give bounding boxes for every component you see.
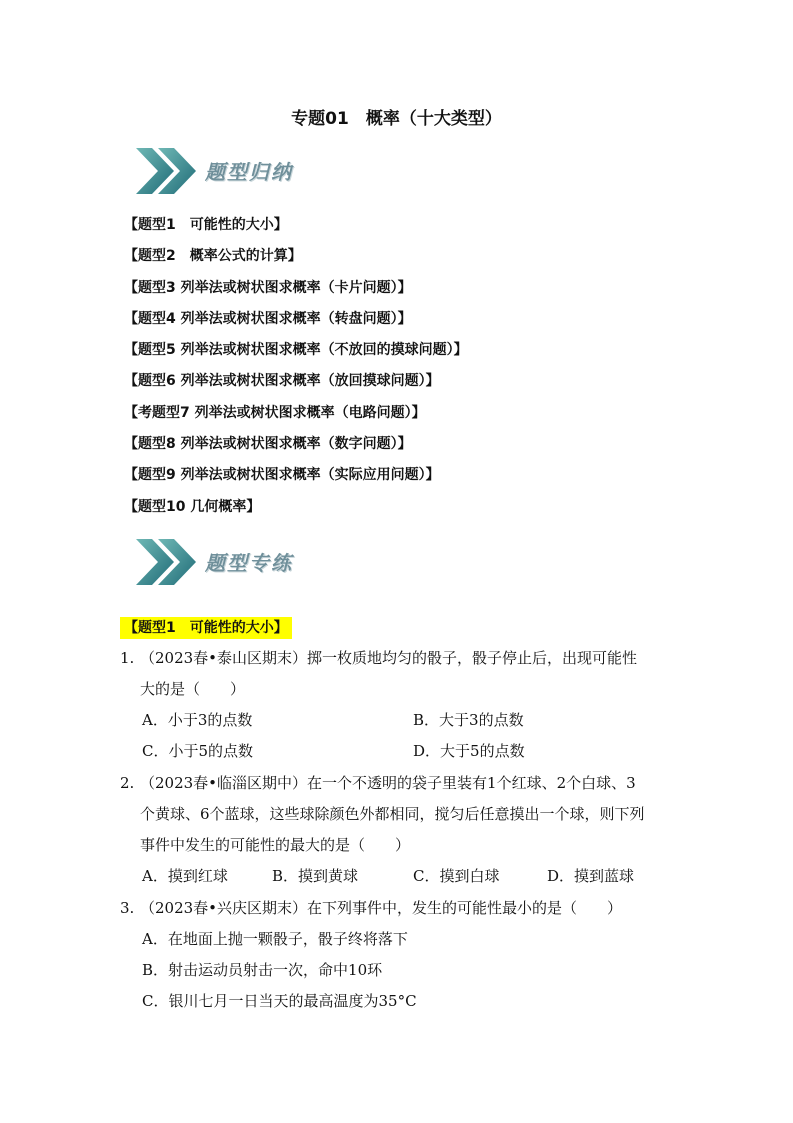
question-text: （2023春•泰山区期末）掷一枚质地均匀的骰子，骰子停止后，出现可能性 [140, 649, 638, 667]
option-b: B．摸到黄球 [272, 867, 359, 885]
question-text: （2023春•兴庆区期末）在下列事件中，发生的可能性最小的是（ ） [140, 899, 623, 917]
section-banner-practice [132, 533, 332, 591]
option-c: C．小于5的点数 [142, 742, 254, 760]
banner-summary-label: 题型归纳 [205, 160, 293, 184]
question-text: （2023春•临淄区期中）在一个不透明的袋子里装有1个红球、2个白球、3 [140, 774, 636, 792]
toc-item: 【题型6 列举法或树状图求概率（放回摸球问题）】 [124, 373, 440, 390]
question-text: 个黄球、6个蓝球，这些球除颜色外都相同，搅匀后任意摸出一个球，则下列 [140, 805, 645, 823]
question-text: 大的是（ ） [140, 680, 246, 698]
toc-item: 【题型1 可能性的大小】 [124, 217, 288, 233]
question-text: 事件中发生的可能性的最大的是（ ） [140, 836, 411, 854]
toc-item: 【考题型7 列举法或树状图求概率（电路问题）】 [124, 404, 426, 421]
toc-item: 【题型2 概率公式的计算】 [124, 248, 302, 265]
option-d: D．摸到蓝球 [547, 867, 635, 885]
option-b: B．大于3的点数 [413, 711, 524, 729]
banner-practice-label: 题型专练 [205, 551, 293, 575]
question-2-line-1 [120, 768, 636, 799]
question-1-line-1 [120, 643, 637, 674]
type-list [124, 210, 468, 523]
toc-item: 【题型8 列举法或树状图求概率（数字问题）】 [124, 436, 412, 453]
option-b: B．射击运动员射击一次，命中10环 [142, 961, 383, 979]
double-chevron-icon [132, 142, 202, 200]
question-number: 1. [120, 649, 135, 667]
page-title: 专题01 概率（十大类型） [291, 109, 502, 129]
toc-item: 【题型5 列举法或树状图求概率（不放回的摸球问题）】 [124, 342, 468, 359]
question-3-line-1 [120, 893, 622, 924]
option-d: D．大于5的点数 [413, 742, 525, 760]
option-a: A．在地面上抛一颗骰子，骰子终将落下 [142, 930, 408, 948]
option-a: A．摸到红球 [142, 867, 228, 885]
toc-item: 【题型10 几何概率】 [124, 498, 261, 515]
toc-item: 【题型4 列举法或树状图求概率（转盘问题）】 [124, 310, 412, 327]
section-banner-summary [132, 142, 332, 200]
question-number: 2. [120, 774, 135, 792]
option-c: C．银川七月一日当天的最高温度为35°C [142, 992, 417, 1010]
toc-item: 【题型3 列举法或树状图求概率（卡片问题）】 [124, 279, 412, 296]
question-number: 3. [120, 899, 135, 917]
section-heading: 【题型1 可能性的大小】 [120, 617, 292, 639]
option-a: A．小于3的点数 [142, 711, 253, 729]
toc-item: 【题型9 列举法或树状图求概率（实际应用问题）】 [124, 467, 440, 484]
double-chevron-icon [132, 533, 202, 591]
option-c: C．摸到白球 [413, 867, 500, 885]
